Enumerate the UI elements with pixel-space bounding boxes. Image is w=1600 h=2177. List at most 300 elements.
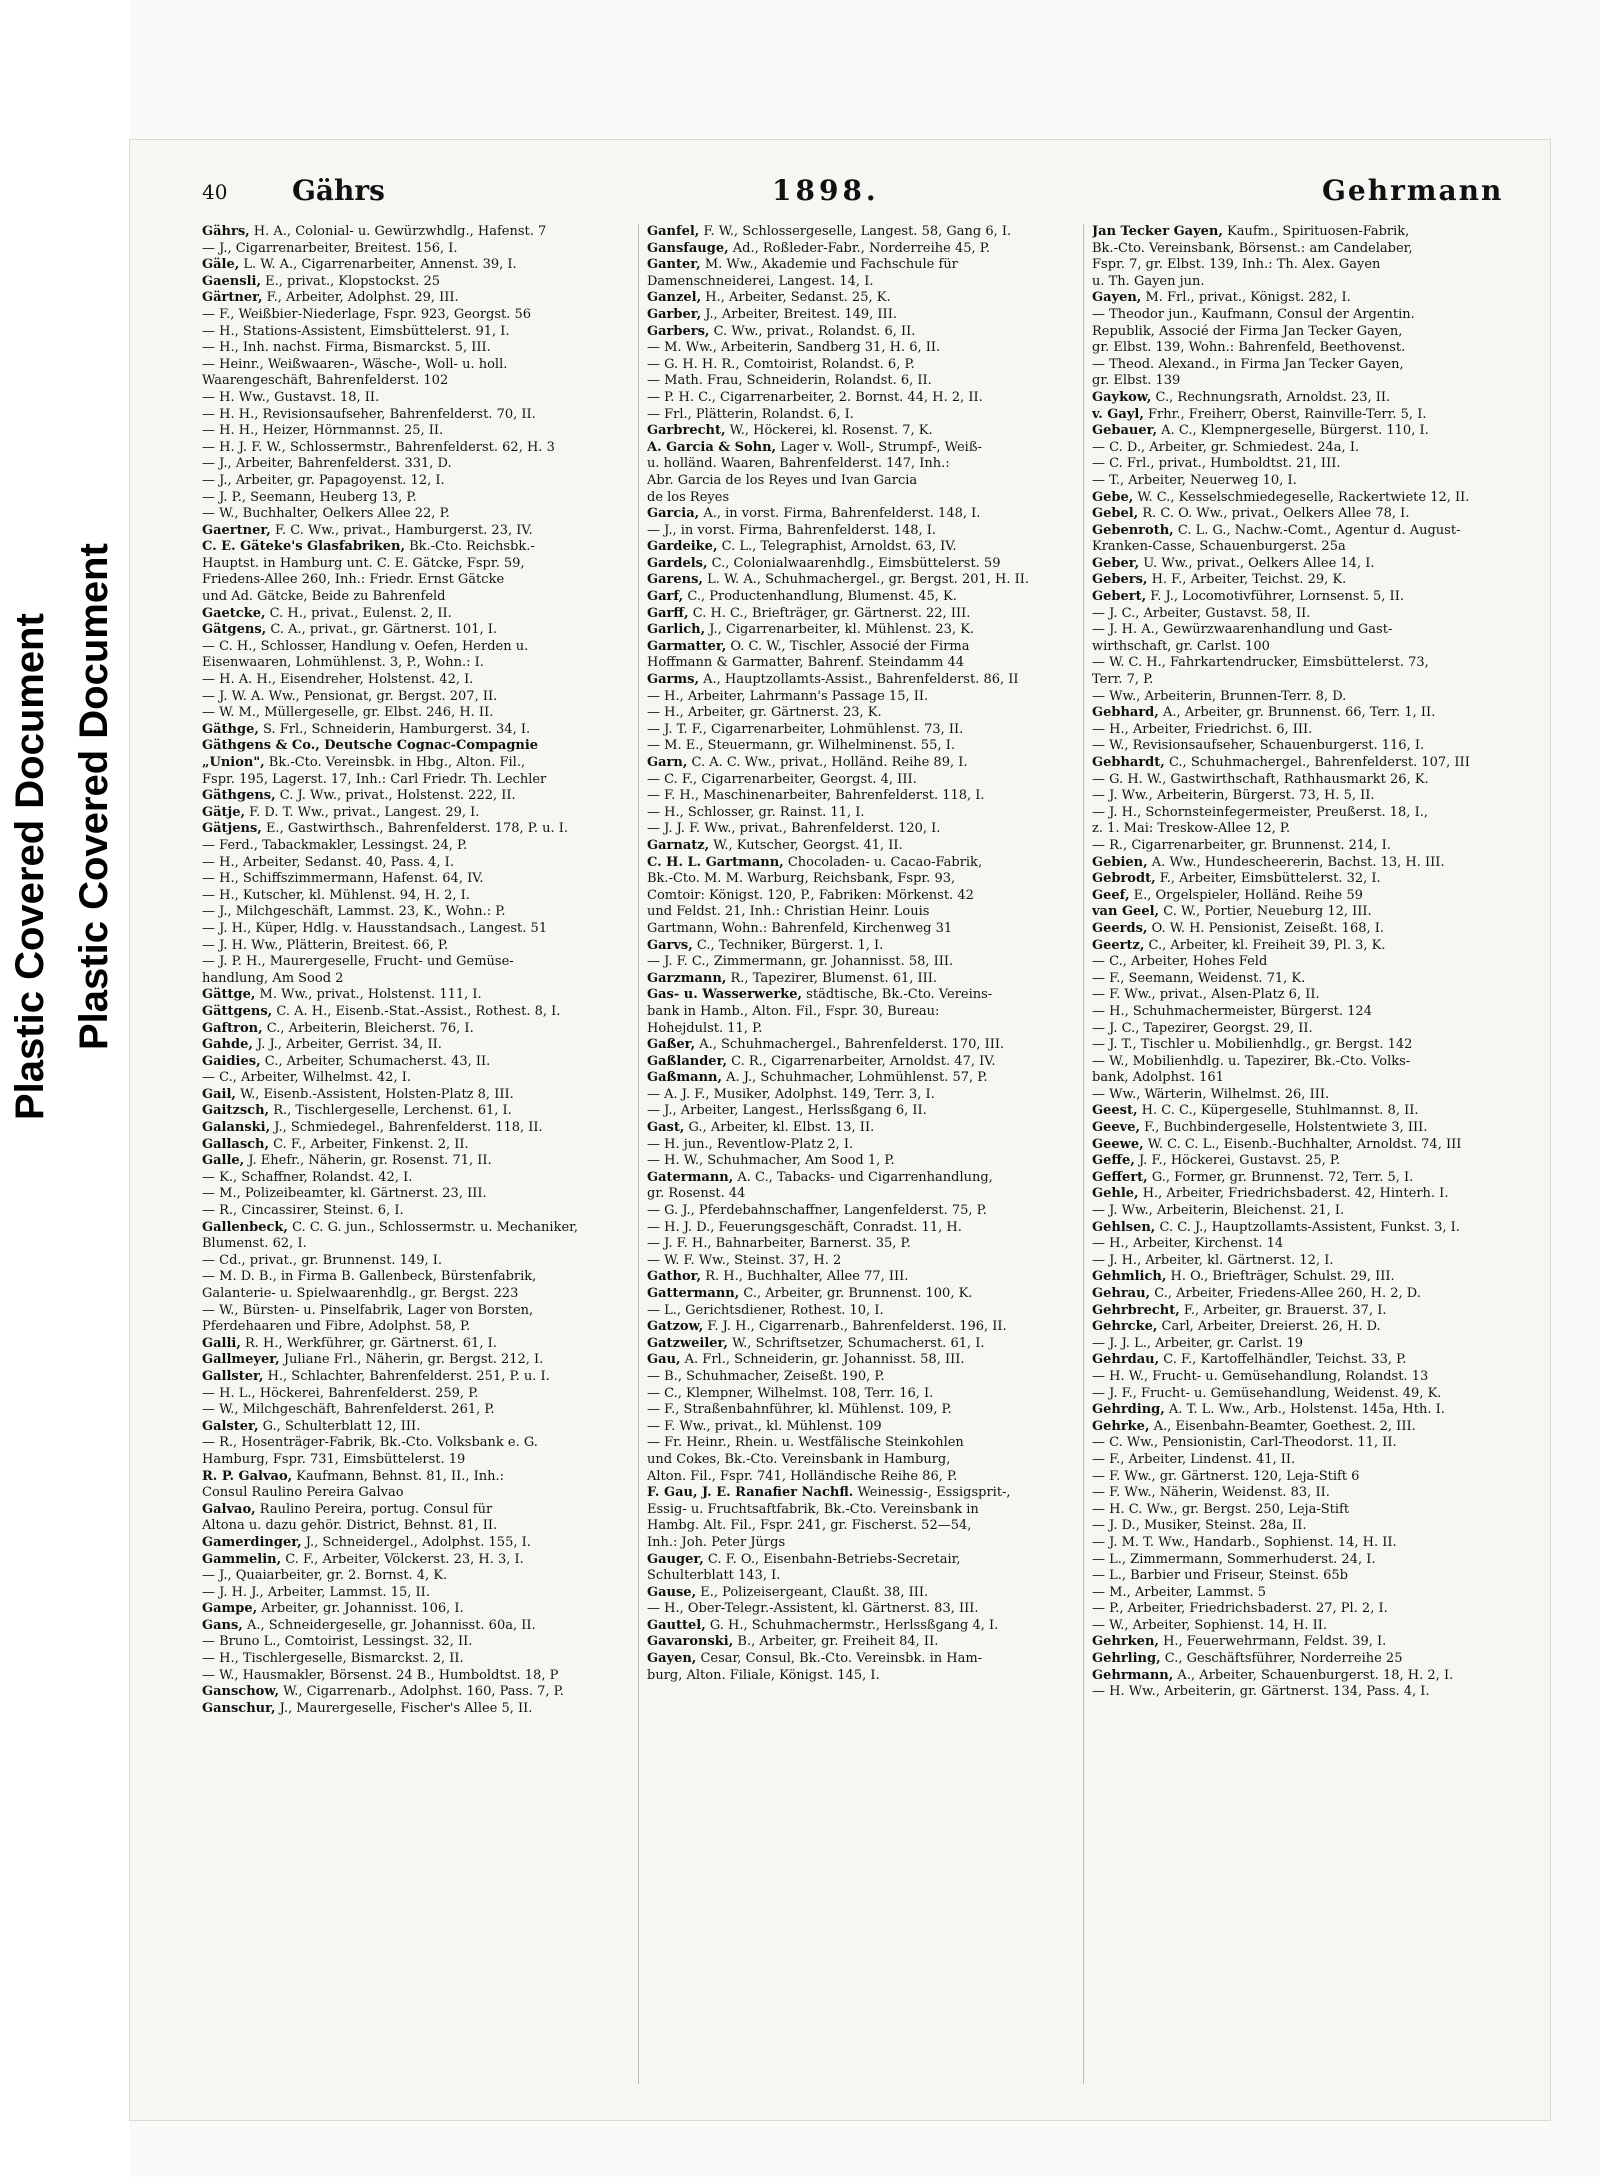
directory-entry xyxy=(202,1137,630,1154)
entry-details: — J., Quaiarbeiter, gr. 2. Bornst. 4, K. xyxy=(202,1568,448,1584)
entry-surname: Geerds, xyxy=(1092,920,1148,936)
entry-details: — H. A. H., Eisendreher, Holstenst. 42, I. xyxy=(202,672,474,688)
directory-entry xyxy=(202,290,630,307)
directory-entry xyxy=(1092,639,1520,656)
entry-details: J. Ehefr., Näherin, gr. Rosenst. 71, II. xyxy=(244,1153,492,1169)
entry-details: — M., Arbeiter, Lammst. 5 xyxy=(1092,1584,1267,1600)
directory-entry xyxy=(202,655,630,672)
directory-entry xyxy=(1092,1220,1520,1237)
directory-entry xyxy=(202,440,630,457)
directory-entry xyxy=(1092,1618,1520,1635)
directory-entry xyxy=(202,1419,630,1436)
directory-entry xyxy=(647,738,1075,755)
directory-entry xyxy=(647,1054,1075,1071)
entry-details: C., Arbeiter, Friedens-Allee 260, H. 2, D. xyxy=(1150,1286,1421,1301)
directory-entry xyxy=(1092,1452,1520,1469)
entry-details: Damenschneiderei, Langest. 14, I. xyxy=(647,273,874,289)
entry-details: H. O., Briefträger, Schulst. 29, III. xyxy=(1166,1269,1395,1285)
entry-details: — P. H. C., Cigarrenarbeiter, 2. Bornst. 44, H. 2, II. xyxy=(647,389,983,405)
entry-surname: Gätje, xyxy=(202,804,246,820)
entry-surname: Gebe, xyxy=(1092,489,1134,505)
directory-entry xyxy=(1092,340,1520,357)
directory-column-2 xyxy=(647,224,1075,2094)
directory-entry xyxy=(202,1336,630,1353)
entry-surname: Garf, xyxy=(647,589,684,605)
entry-details: — J. T., Tischler u. Mobilienhdlg., gr. Bergst. 142 xyxy=(1092,1037,1413,1053)
entry-surname: Geffert, xyxy=(1092,1169,1148,1185)
entry-surname: Gallasch, xyxy=(202,1136,270,1152)
entry-details: O. C. W., Tischler, Associé der Firma xyxy=(726,638,970,654)
spine-label-partial: Plastic Covered Document xyxy=(8,613,52,1120)
entry-details: — H. W., Frucht- u. Gemüsehandlung, Rolandst. 13 xyxy=(1092,1368,1429,1384)
entry-surname: Gäthgens, xyxy=(202,788,276,804)
directory-entry xyxy=(202,1269,630,1286)
directory-entry xyxy=(647,1601,1075,1618)
directory-entry xyxy=(647,772,1075,789)
entry-details: — J. D., Musiker, Steinst. 28a, II. xyxy=(1092,1518,1307,1534)
entry-details: — J., Arbeiter, Bahrenfelderst. 331, D. xyxy=(202,456,452,472)
directory-entry xyxy=(1092,1668,1520,1685)
entry-details: — C. F., Cigarrenarbeiter, Georgst. 4, III. xyxy=(647,771,917,787)
entry-details: — W. C. H., Fahrkartendrucker, Eimsbüttelerst. 73, xyxy=(1092,655,1429,671)
entry-details: de los Reyes xyxy=(647,489,730,505)
entry-details: A., Hauptzollamts-Assist., Bahrenfelderst. 86, II xyxy=(698,672,1019,688)
entry-details: F., Buchbindergeselle, Holstentwiete 3, III. xyxy=(1140,1120,1428,1136)
directory-entry xyxy=(202,1585,630,1602)
entry-details: — C. Ww., Pensionistin, Carl-Theodorst. 11, II. xyxy=(1092,1435,1397,1451)
entry-details: J., Schneidergel., Adolphst. 155, I. xyxy=(301,1534,531,1550)
entry-surname: Ganschow, xyxy=(202,1684,279,1700)
directory-entry xyxy=(647,888,1075,905)
directory-entry xyxy=(1092,1402,1520,1419)
directory-entry xyxy=(647,1518,1075,1535)
entry-details: W. C., Kesselschmiedegeselle, Rackertwiete 12, II. xyxy=(1133,489,1470,505)
directory-entry xyxy=(202,1634,630,1651)
entry-details: C. A., privat., gr. Gärtnerst. 101, I. xyxy=(266,622,497,638)
directory-entry xyxy=(1092,423,1520,440)
directory-entry xyxy=(202,1552,630,1569)
directory-entry xyxy=(1092,987,1520,1004)
entry-details: Abr. Garcia de los Reyes und Ivan Garcia xyxy=(647,472,918,488)
entry-details: — Bruno L., Comtoirist, Lessingst. 32, II. xyxy=(202,1634,473,1650)
entry-details: bank in Hamb., Alton. Fil., Fspr. 30, Bureau: xyxy=(647,1003,940,1019)
entry-details: C., Arbeiterin, Bleicherst. 76, I. xyxy=(262,1020,474,1036)
entry-details: A. J., Schuhmacher, Lohmühlenst. 57, P. xyxy=(722,1070,988,1086)
directory-entry xyxy=(202,423,630,440)
directory-entry xyxy=(202,805,630,822)
directory-entry xyxy=(202,904,630,921)
entry-details: — J. F., Frucht- u. Gemüsehandlung, Weidenst. 49, K. xyxy=(1092,1385,1442,1401)
entry-details: — G. H. W., Gastwirthschaft, Rathhausmarkt 26, K. xyxy=(1092,771,1429,787)
entry-surname: Gehrding, xyxy=(1092,1402,1165,1418)
directory-entry xyxy=(647,1170,1075,1187)
directory-entry xyxy=(1092,1684,1520,1701)
directory-entry xyxy=(202,772,630,789)
entry-surname: Galli, xyxy=(202,1335,241,1351)
entry-details: — Frl., Plätterin, Rolandst. 6, I. xyxy=(647,406,854,422)
directory-entry xyxy=(647,705,1075,722)
entry-surname: Gaidies, xyxy=(202,1053,261,1069)
directory-entry xyxy=(647,1386,1075,1403)
directory-entry xyxy=(647,904,1075,921)
entry-details: Gartmann, Wohn.: Bahrenfeld, Kirchenweg 31 xyxy=(647,920,953,936)
entry-details: Pferdehaaren und Fibre, Adolphst. 58, P. xyxy=(202,1319,471,1335)
entry-details: — G. H. H. R., Comtoirist, Rolandst. 6, P. xyxy=(647,356,915,372)
entry-details: M. Frl., privat., Königst. 282, I. xyxy=(1141,290,1351,306)
directory-entry xyxy=(202,921,630,938)
entry-details: A. C., Klempnergeselle, Bürgerst. 110, I. xyxy=(1157,423,1429,439)
directory-entry xyxy=(1092,324,1520,341)
entry-surname: C. H. L. Gartmann, xyxy=(647,854,784,870)
directory-entry xyxy=(647,1319,1075,1336)
directory-entry xyxy=(1092,523,1520,540)
directory-entry xyxy=(647,1037,1075,1054)
directory-entry xyxy=(647,1186,1075,1203)
directory-entry xyxy=(1092,1568,1520,1585)
entry-details: — J. H., Küper, Hdlg. v. Hausstandsach., Langest. 51 xyxy=(202,920,548,936)
directory-entry xyxy=(202,340,630,357)
entry-details: — Heinr., Weißwaaren-, Wäsche-, Woll- u. holl. xyxy=(202,356,508,372)
entry-details: und Cokes, Bk.-Cto. Vereinsbank in Hamburg, xyxy=(647,1451,951,1467)
directory-entry xyxy=(647,1402,1075,1419)
directory-entry xyxy=(202,539,630,556)
entry-surname: Gebhard, xyxy=(1092,705,1159,721)
directory-entry xyxy=(1092,971,1520,988)
entry-details: Juliane Frl., Näherin, gr. Bergst. 212, I. xyxy=(279,1352,544,1368)
entry-surname: Gast, xyxy=(647,1120,685,1136)
directory-entry xyxy=(647,987,1075,1004)
directory-entry xyxy=(647,655,1075,672)
entry-details: — C., Arbeiter, Wilhelmst. 42, I. xyxy=(202,1070,411,1086)
entry-surname: Ganschur, xyxy=(202,1700,276,1716)
directory-entry xyxy=(202,241,630,258)
entry-details: O. W. H. Pensionist, Zeiseßt. 168, I. xyxy=(1147,920,1385,936)
entry-details: — L., Gerichtsdiener, Rothest. 10, I. xyxy=(647,1302,884,1318)
entry-surname: Gebrodt, xyxy=(1092,871,1156,887)
entry-surname: Gehrke, xyxy=(1092,1418,1150,1434)
entry-details: C. Ww., privat., Rolandst. 6, II. xyxy=(709,323,916,339)
entry-details: C. A. H., Eisenb.-Stat.-Assist., Rothest. 8, I. xyxy=(272,1003,561,1019)
entry-details: E., privat., Klopstockst. 25 xyxy=(260,273,441,289)
entry-surname: Gaykow, xyxy=(1092,389,1152,405)
directory-entry xyxy=(1092,1186,1520,1203)
entry-surname: Gatermann, xyxy=(647,1169,734,1185)
directory-entry xyxy=(1092,1303,1520,1320)
directory-entry xyxy=(647,290,1075,307)
directory-entry xyxy=(1092,689,1520,706)
entry-details: Waarengeschäft, Bahrenfelderst. 102 xyxy=(202,373,449,389)
entry-details: Inh.: Joh. Peter Jürgs xyxy=(647,1534,786,1550)
entry-surname: Gaensli, xyxy=(202,273,261,289)
entry-details: — H. H., Revisionsaufseher, Bahrenfelderst. 70, II. xyxy=(202,406,536,422)
entry-details: — H., Schlosser, gr. Rainst. 11, I. xyxy=(647,804,865,820)
entry-details: — B., Schuhmacher, Zeiseßt. 190, P. xyxy=(647,1368,885,1384)
entry-surname: Gättgens, xyxy=(202,1003,273,1019)
directory-entry xyxy=(1092,257,1520,274)
entry-surname: Ganzel, xyxy=(647,290,702,306)
directory-entry xyxy=(647,241,1075,258)
entry-surname: Gebenroth, xyxy=(1092,522,1174,538)
directory-entry xyxy=(647,788,1075,805)
entry-details: L. W. A., Cigarrenarbeiter, Annenst. 39, I. xyxy=(239,257,517,273)
directory-entry xyxy=(1092,855,1520,872)
entry-details: gr. Rosenst. 44 xyxy=(647,1186,746,1202)
directory-entry xyxy=(1092,1054,1520,1071)
entry-surname: Gans, xyxy=(202,1617,243,1633)
entry-details: — F., Straßenbahnführer, kl. Mühlenst. 109, P. xyxy=(647,1402,952,1418)
directory-entry xyxy=(647,440,1075,457)
entry-details: Republik, Associé der Firma Jan Tecker Gayen, xyxy=(1092,323,1403,339)
directory-entry xyxy=(202,1601,630,1618)
directory-entry xyxy=(202,987,630,1004)
entry-surname: Galvao, xyxy=(202,1501,256,1517)
directory-entry xyxy=(1092,290,1520,307)
directory-entry xyxy=(202,1651,630,1668)
entry-surname: Gallster, xyxy=(202,1368,264,1384)
entry-details: — H. H., Heizer, Hörnmannst. 25, II. xyxy=(202,423,444,439)
entry-details: — H., Schuhmachermeister, Bürgerst. 124 xyxy=(1092,1003,1372,1019)
directory-entry xyxy=(647,224,1075,241)
entry-details: — J. C., Arbeiter, Gustavst. 58, II. xyxy=(1092,605,1311,621)
directory-entry xyxy=(647,689,1075,706)
directory-entry xyxy=(202,1103,630,1120)
entry-details: W. C. C. L., Eisenb.-Buchhalter, Arnoldst. 74, III xyxy=(1143,1136,1462,1152)
directory-entry xyxy=(1092,572,1520,589)
directory-entry xyxy=(202,1701,630,1718)
directory-entry xyxy=(1092,672,1520,689)
directory-entry xyxy=(1092,1518,1520,1535)
entry-details: — F. Ww., Näherin, Weidenst. 83, II. xyxy=(1092,1485,1330,1501)
entry-details: — J. H. J., Arbeiter, Lammst. 15, II. xyxy=(202,1584,430,1600)
entry-details: Fspr. 195, Lagerst. 17, Inh.: Carl Friedr. Th. Lechler xyxy=(202,771,547,787)
entry-surname: Garcia, xyxy=(647,506,700,522)
entry-details: E., Orgelspieler, Holländ. Reihe 59 xyxy=(1129,887,1363,903)
entry-details: C. F. O., Eisenbahn-Betriebs-Secretair, xyxy=(703,1551,961,1567)
entry-details: G., Schulterblatt 12, III. xyxy=(258,1418,421,1434)
directory-entry xyxy=(202,689,630,706)
directory-entry xyxy=(1092,1087,1520,1104)
entry-details: — M. D. B., in Firma B. Gallenbeck, Bürstenfabrik, xyxy=(202,1269,537,1285)
entry-surname: Gathor, xyxy=(647,1269,702,1285)
directory-entry xyxy=(202,738,630,755)
entry-details: — T., Arbeiter, Neuerweg 10, I. xyxy=(1092,472,1297,488)
entry-details: — F., Weißbier-Niederlage, Fspr. 923, Georgst. 56 xyxy=(202,306,532,322)
entry-surname: Gallenbeck, xyxy=(202,1219,288,1235)
entry-details: R. H., Werkführer, gr. Gärtnerst. 61, I. xyxy=(240,1335,497,1351)
directory-entry xyxy=(647,1269,1075,1286)
entry-surname: Geewe, xyxy=(1092,1136,1144,1152)
entry-surname: Gammelin, xyxy=(202,1551,282,1567)
entry-details: C. A. C. Ww., privat., Holländ. Reihe 89, I. xyxy=(687,755,968,770)
directory-entry xyxy=(1092,1037,1520,1054)
directory-entry xyxy=(202,1352,630,1369)
directory-entry xyxy=(202,506,630,523)
entry-details: A., Schneidergeselle, gr. Johannisst. 60a, II. xyxy=(242,1617,536,1633)
entry-details: — M. Ww., Arbeiterin, Sandberg 31, H. 6, II. xyxy=(647,340,941,356)
directory-entry xyxy=(202,307,630,324)
directory-entry xyxy=(1092,904,1520,921)
entry-surname: Geertz, xyxy=(1092,937,1145,953)
entry-details: Fspr. 7, gr. Elbst. 139, Inh.: Th. Alex. Gayen xyxy=(1092,257,1381,273)
entry-surname: Gauger, xyxy=(647,1551,704,1567)
entry-details: — M. E., Steuermann, gr. Wilhelminenst. 55, I. xyxy=(647,738,955,754)
entry-details: — J. P., Seemann, Heuberg 13, P. xyxy=(202,489,417,505)
entry-details: wirthschaft, gr. Carlst. 100 xyxy=(1092,638,1270,654)
entry-surname: Geeve, xyxy=(1092,1120,1140,1136)
directory-entry xyxy=(647,473,1075,490)
entry-surname: Garnatz, xyxy=(647,837,710,853)
entry-details: M. Ww., privat., Holstenst. 111, I. xyxy=(255,987,482,1003)
directory-entry xyxy=(202,1452,630,1469)
directory-entry xyxy=(1092,921,1520,938)
directory-entry xyxy=(647,1668,1075,1685)
entry-details: G., Arbeiter, kl. Elbst. 13, II. xyxy=(684,1120,875,1136)
entry-details: — H., Kutscher, kl. Mühlenst. 94, H. 2, I. xyxy=(202,887,470,903)
directory-entry xyxy=(202,1518,630,1535)
entry-details: J., Maurergeselle, Fischer's Allee 5, II. xyxy=(275,1700,533,1716)
entry-details: Altona u. dazu gehör. District, Behnst. 81, II. xyxy=(202,1518,498,1534)
entry-details: — W., Arbeiter, Sophienst. 14, H. II. xyxy=(1092,1617,1327,1633)
entry-details: — J. Ww., Arbeiterin, Bürgerst. 73, H. 5, II. xyxy=(1092,788,1375,804)
directory-entry xyxy=(202,1253,630,1270)
entry-details: H. C. C., Küpergeselle, Stuhlmannst. 8, II. xyxy=(1137,1103,1419,1119)
directory-entry xyxy=(202,1037,630,1054)
entry-details: A., in vorst. Firma, Bahrenfelderst. 148, I. xyxy=(699,506,981,522)
entry-surname: Geest, xyxy=(1092,1103,1138,1119)
directory-entry xyxy=(647,1286,1075,1303)
entry-details: A. C., Tabacks- und Cigarrenhandlung, xyxy=(733,1169,993,1185)
entry-surname: Ganter, xyxy=(647,257,701,273)
entry-surname: R. P. Galvao, xyxy=(202,1468,293,1484)
entry-surname: Gätjens, xyxy=(202,821,262,837)
entry-details: L. W. A., Schuhmachergel., gr. Bergst. 201, H. II. xyxy=(702,572,1030,588)
entry-details: F., Arbeiter, Adolphst. 29, III. xyxy=(262,290,459,306)
entry-details: — H. C. Ww., gr. Bergst. 250, Leja-Stift xyxy=(1092,1501,1350,1517)
entry-details: C. R., Cigarrenarbeiter, Arnoldst. 47, IV. xyxy=(727,1053,996,1069)
entry-details: Galanterie- u. Spielwaarenhdlg., gr. Bergst. 223 xyxy=(202,1286,519,1301)
directory-entry xyxy=(647,1502,1075,1519)
directory-entry xyxy=(1092,1286,1520,1303)
directory-entry xyxy=(202,838,630,855)
entry-details: C., Arbeiter, gr. Brunnenst. 100, K. xyxy=(739,1286,973,1301)
directory-entry xyxy=(202,1021,630,1038)
directory-entry xyxy=(647,1419,1075,1436)
entry-details: u. holländ. Waaren, Bahrenfelderst. 147, Inh.: xyxy=(647,456,950,472)
directory-entry xyxy=(202,639,630,656)
directory-entry xyxy=(1092,1070,1520,1087)
entry-surname: Gahde, xyxy=(202,1037,253,1053)
entry-details: — F., Seemann, Weidenst. 71, K. xyxy=(1092,970,1306,986)
directory-entry xyxy=(647,1369,1075,1386)
directory-entry xyxy=(1092,556,1520,573)
directory-entry xyxy=(1092,456,1520,473)
directory-entry xyxy=(1092,705,1520,722)
directory-entry xyxy=(202,1220,630,1237)
entry-details: — C., Arbeiter, Hohes Feld xyxy=(1092,954,1268,970)
directory-column-3 xyxy=(1092,224,1520,2094)
directory-entry xyxy=(202,871,630,888)
directory-entry xyxy=(202,1203,630,1220)
directory-entry xyxy=(202,1684,630,1701)
entry-surname: Garber, xyxy=(647,306,702,322)
directory-column-1 xyxy=(202,224,630,2094)
directory-entry xyxy=(1092,805,1520,822)
entry-surname: Gehmlich, xyxy=(1092,1269,1167,1285)
entry-details: — J. C., Tapezirer, Georgst. 29, II. xyxy=(1092,1020,1313,1036)
entry-details: F. D. T. Ww., privat., Langest. 29, I. xyxy=(245,804,480,820)
directory-entry xyxy=(1092,1203,1520,1220)
directory-entry xyxy=(647,257,1075,274)
entry-surname: Garbrecht, xyxy=(647,423,726,439)
entry-details: burg, Alton. Filiale, Königst. 145, I. xyxy=(647,1667,880,1683)
directory-entry xyxy=(202,523,630,540)
entry-details: — P., Arbeiter, Friedrichsbaderst. 27, Pl. 2, I. xyxy=(1092,1601,1388,1617)
entry-details: und Ad. Gätcke, Beide zu Bahrenfeld xyxy=(202,589,446,605)
directory-entry xyxy=(1092,1120,1520,1137)
entry-details: — H., Arbeiter, Friedrichst. 6, III. xyxy=(1092,721,1313,737)
running-head-year: 1898. xyxy=(772,174,880,207)
directory-entry xyxy=(647,1352,1075,1369)
entry-details: — H. L., Höckerei, Bahrenfelderst. 259, P. xyxy=(202,1385,479,1401)
entry-details: städtische, Bk.-Cto. Vereins- xyxy=(802,987,993,1003)
entry-details: — J. T. F., Cigarrenarbeiter, Lohmühlenst. 73, II. xyxy=(647,721,964,737)
directory-entry xyxy=(1092,954,1520,971)
entry-details: — W. F. Ww., Steinst. 37, H. 2 xyxy=(647,1252,842,1268)
entry-surname: Gehrmann, xyxy=(1092,1667,1174,1683)
directory-entry xyxy=(647,1469,1075,1486)
entry-details: Consul Raulino Pereira Galvao xyxy=(202,1485,404,1501)
directory-entry xyxy=(1092,1236,1520,1253)
entry-details: M. Ww., Akademie und Fachschule für xyxy=(700,257,958,273)
directory-entry xyxy=(1092,390,1520,407)
directory-entry xyxy=(202,1070,630,1087)
entry-surname: Gebert, xyxy=(1092,589,1147,605)
entry-details: C., Arbeiter, Schumacherst. 43, II. xyxy=(260,1053,491,1069)
directory-entry xyxy=(202,1502,630,1519)
entry-surname: Gattermann, xyxy=(647,1286,740,1301)
directory-entry xyxy=(1092,1021,1520,1038)
directory-entry xyxy=(202,324,630,341)
directory-entry xyxy=(1092,1601,1520,1618)
entry-details: — R., Hosenträger-Fabrik, Bk.-Cto. Volksbank e. G. xyxy=(202,1435,538,1451)
directory-entry xyxy=(647,755,1075,772)
entry-surname: Gayen, xyxy=(647,1651,697,1667)
entry-details: — R., Cincassirer, Steinst. 6, I. xyxy=(202,1203,404,1219)
entry-details: R., Tischlergeselle, Lerchenst. 61, I. xyxy=(269,1103,512,1119)
directory-entry xyxy=(1092,407,1520,424)
directory-entry xyxy=(202,1170,630,1187)
directory-entry xyxy=(202,473,630,490)
entry-details: — G. J., Pferdebahnschaffner, Langenfelderst. 75, P. xyxy=(647,1203,987,1219)
entry-details: — F. Ww., privat., kl. Mühlenst. 109 xyxy=(647,1418,882,1434)
entry-details: — H., Arbeiter, Sedanst. 40, Pass. 4, I. xyxy=(202,854,454,870)
directory-entry xyxy=(647,1585,1075,1602)
directory-entry xyxy=(647,423,1075,440)
directory-entry xyxy=(1092,440,1520,457)
entry-details: — J. J. L., Arbeiter, gr. Carlst. 19 xyxy=(1092,1335,1303,1351)
entry-details: — H., Arbeiter, gr. Gärtnerst. 23, K. xyxy=(647,705,882,721)
entry-surname: Gaßer, xyxy=(647,1037,696,1053)
directory-entry xyxy=(647,1535,1075,1552)
directory-entry xyxy=(1092,1651,1520,1668)
entry-surname: F. Gau, J. E. Ranafier Nachfl. xyxy=(647,1485,854,1501)
entry-details: — J., Arbeiter, Langest., Herlssßgang 6, II. xyxy=(647,1103,927,1119)
entry-surname: Gährs, xyxy=(202,224,250,239)
entry-surname: Gehlsen, xyxy=(1092,1219,1156,1235)
entry-details: Hohejdulst. 11, P. xyxy=(647,1020,763,1036)
entry-details: — F. Ww., privat., Alsen-Platz 6, II. xyxy=(1092,987,1320,1003)
entry-surname: Gail, xyxy=(202,1086,236,1102)
